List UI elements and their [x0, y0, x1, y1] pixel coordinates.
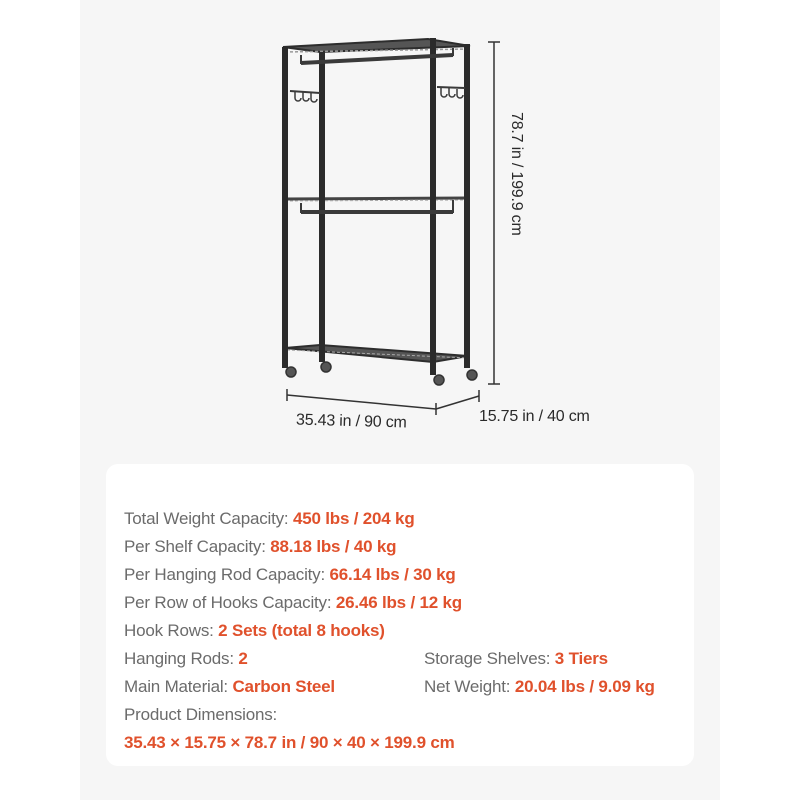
spec-label: Net Weight:: [424, 677, 515, 696]
spec-value: 88.18 lbs / 40 kg: [270, 537, 397, 556]
spec-dimensions-value: 35.43 × 15.75 × 78.7 in / 90 × 40 × 199.9 cm: [124, 733, 455, 752]
spec-net-weight: [424, 677, 655, 697]
spec-label: Hook Rows:: [124, 621, 219, 640]
spec-label: Main Material:: [124, 677, 233, 696]
spec-per-rod: [124, 565, 456, 585]
spec-per-hook-row: [124, 593, 462, 613]
spec-value: 2 Sets (total 8 hooks): [218, 621, 385, 640]
height-dimension-label: 78.7 in / 199.9 cm: [508, 112, 525, 236]
spec-main-material: [124, 677, 335, 697]
specs-card: [106, 464, 694, 766]
spec-total-weight: [124, 509, 415, 529]
spec-value: 2: [238, 649, 248, 668]
spec-value: 26.46 lbs / 12 kg: [335, 593, 462, 612]
spec-label: Per Shelf Capacity:: [124, 537, 271, 556]
spec-label: Per Hanging Rod Capacity:: [124, 565, 330, 584]
spec-value: 3 Tiers: [554, 649, 608, 668]
spec-dimensions-label: Product Dimensions:: [124, 705, 278, 724]
spec-hanging-rods: [124, 649, 248, 669]
spec-value: 66.14 lbs / 30 kg: [329, 565, 456, 584]
spec-value: 450 lbs / 204 kg: [292, 509, 415, 528]
spec-value: Carbon Steel: [232, 677, 335, 696]
spec-label: Hanging Rods:: [124, 649, 239, 668]
spec-hook-rows: [124, 621, 385, 641]
depth-dimension-label: 15.75 in / 40 cm: [479, 408, 590, 425]
spec-label: Storage Shelves:: [424, 649, 555, 668]
spec-label: Per Row of Hooks Capacity:: [124, 593, 336, 612]
spec-label: Total Weight Capacity:: [124, 509, 293, 528]
spec-per-shelf: [124, 537, 396, 557]
spec-storage-shelves: [424, 649, 608, 669]
width-dimension-label: 35.43 in / 90 cm: [295, 411, 407, 432]
spec-value: 20.04 lbs / 9.09 kg: [514, 677, 655, 696]
